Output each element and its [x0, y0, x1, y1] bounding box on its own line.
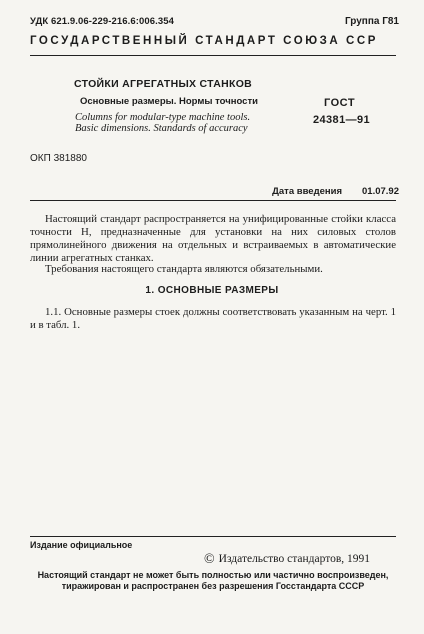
gost-number: 24381—91 [313, 114, 371, 126]
okp-code: ОКП 381880 [30, 153, 87, 164]
section-title: 1. ОСНОВНЫЕ РАЗМЕРЫ [145, 285, 279, 296]
gost-label: ГОСТ [324, 97, 356, 109]
requirements-paragraph: Требования настоящего стандарта являются обязательными. [45, 263, 323, 275]
clause-1-1: 1.1. Основные размеры стоек должны соответствовать указанным на черт. 1 и в табл. 1. [30, 306, 396, 331]
group-code: Группа Г81 [344, 16, 399, 27]
document-title: СТОЙКИ АГРЕГАТНЫХ СТАНКОВ [74, 78, 253, 90]
reproduction-notice [30, 570, 396, 592]
header-rule [30, 55, 396, 56]
publisher-line [204, 551, 370, 567]
copyright-icon: © [204, 552, 215, 567]
scope-paragraph: Настоящий стандарт распространяется на унифицированные стойки класса точности Н, предназначенные для установки на них силовых столов прямолинейного движения на отдельных и встраиваемых в автоматические линии агрегатных станках. [30, 213, 396, 264]
effective-date [272, 186, 399, 197]
state-standard-heading: ГОСУДАРСТВЕННЫЙ СТАНДАРТ СОЮЗА ССР [30, 35, 378, 47]
english-title [75, 112, 265, 134]
english-title-line-1: Columns for modular-type machine tools. [75, 112, 251, 123]
footer-rule [30, 536, 396, 537]
notice-line-1: Настоящий стандарт не может быть полностью или частично воспроизведен, [37, 570, 389, 580]
effective-date-label: Дата введения [272, 186, 343, 197]
udk-code: УДК 621.9.06-229-216.6:006.354 [30, 16, 175, 27]
date-rule [30, 200, 396, 201]
notice-line-2: тиражирован и распространен без разрешения Госстандарта СССР [61, 581, 365, 591]
english-title-line-2: Basic dimensions. Standards of accuracy [75, 123, 248, 134]
edition-label: Издание официальное [30, 540, 133, 550]
effective-date-value: 01.07.92 [362, 186, 399, 197]
publisher-text: Издательство стандартов, 1991 [218, 553, 371, 565]
document-subtitle: Основные размеры. Нормы точности [80, 96, 258, 107]
